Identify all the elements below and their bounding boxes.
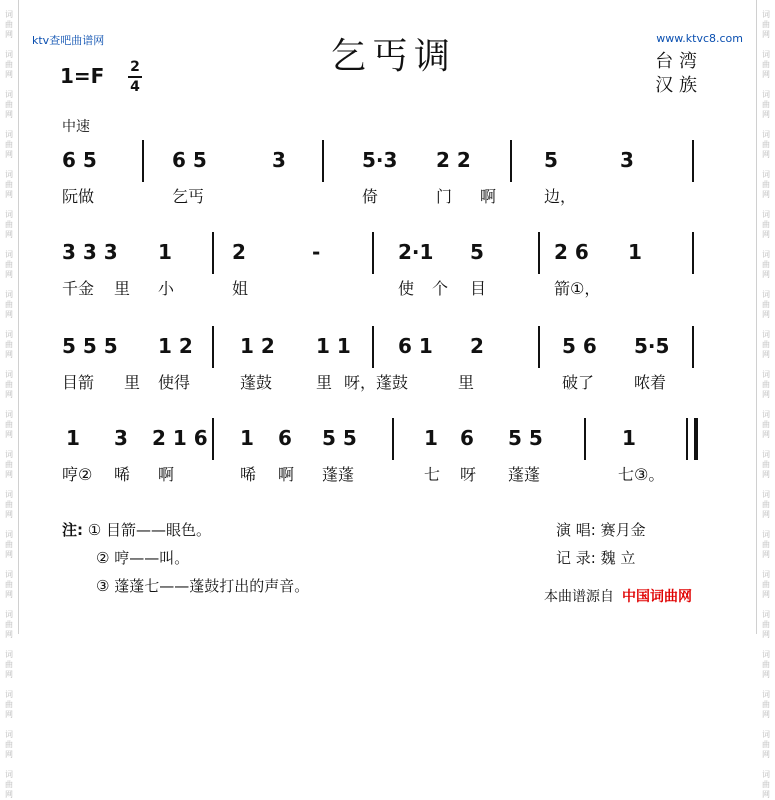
notes-label: 注:: [62, 521, 83, 539]
annotation-notes: [62, 516, 309, 600]
time-bottom: 4: [130, 79, 140, 95]
origin-ethnicity: 汉 族: [655, 75, 697, 96]
singer-credit: 演 唱: 赛月金: [556, 521, 646, 539]
song-origin: [655, 50, 697, 98]
right-border: 词 曲 网 词 曲 网 词 曲 网 词 曲 网 词 曲 网 词 曲 网 词 曲 网 词 曲 网 词 曲 网 词 曲 网 词 曲 网 词 曲 网 词 曲 网 词 曲 网 词 曲 网 词 曲 网 词 曲 网 词 曲 网 词 曲 网 词 曲 网: [756, 0, 775, 634]
source-attribution: [544, 586, 692, 606]
time-signature: [128, 58, 142, 96]
song-title: 乞丐调: [330, 36, 457, 77]
credits: [556, 516, 646, 572]
row-1-notes: 6 5 6 5 3 5·3 2 2 5 3: [62, 140, 702, 174]
left-border: 词 曲 网 词 曲 网 词 曲 网 词 曲 网 词 曲 网 词 曲 网 词 曲 网 词 曲 网 词 曲 网 词 曲 网 词 曲 网 词 曲 网 词 曲 网 词 曲 网 词 曲 网 词 曲 网 词 曲 网 词 曲 网 词 曲 网 词 曲 网: [0, 0, 19, 634]
note-1: ① 目箭——眼色。: [87, 521, 211, 539]
note-3: ③ 蓬蓬七——蓬鼓打出的声音。: [96, 577, 310, 595]
time-top: 2: [130, 59, 140, 75]
key-signature: 1=F: [60, 64, 105, 88]
watermark-left[interactable]: ktv查吧曲谱网: [32, 34, 105, 47]
recorder-credit: 记 录: 魏 立: [556, 549, 636, 567]
source-prefix: 本曲谱源自: [544, 589, 614, 605]
row-2-notes: 3 3 3 1 2 - 2·1 5 2 6 1: [62, 232, 702, 266]
origin-region: 台 湾: [655, 51, 697, 72]
source-site[interactable]: 中国词曲网: [622, 589, 692, 605]
note-2: ② 哼——叫。: [96, 549, 190, 567]
watermark-right[interactable]: www.ktvc8.com: [656, 32, 743, 45]
tempo-marking: 中速: [62, 119, 90, 135]
row-3-notes: 5 5 5 1 2 1 2 1 1 6 1 2 5 6 5·5: [62, 326, 702, 360]
row-4-notes: 1 3 2 1 6 1 6 5 5 1 6 5 5 1: [62, 418, 702, 452]
